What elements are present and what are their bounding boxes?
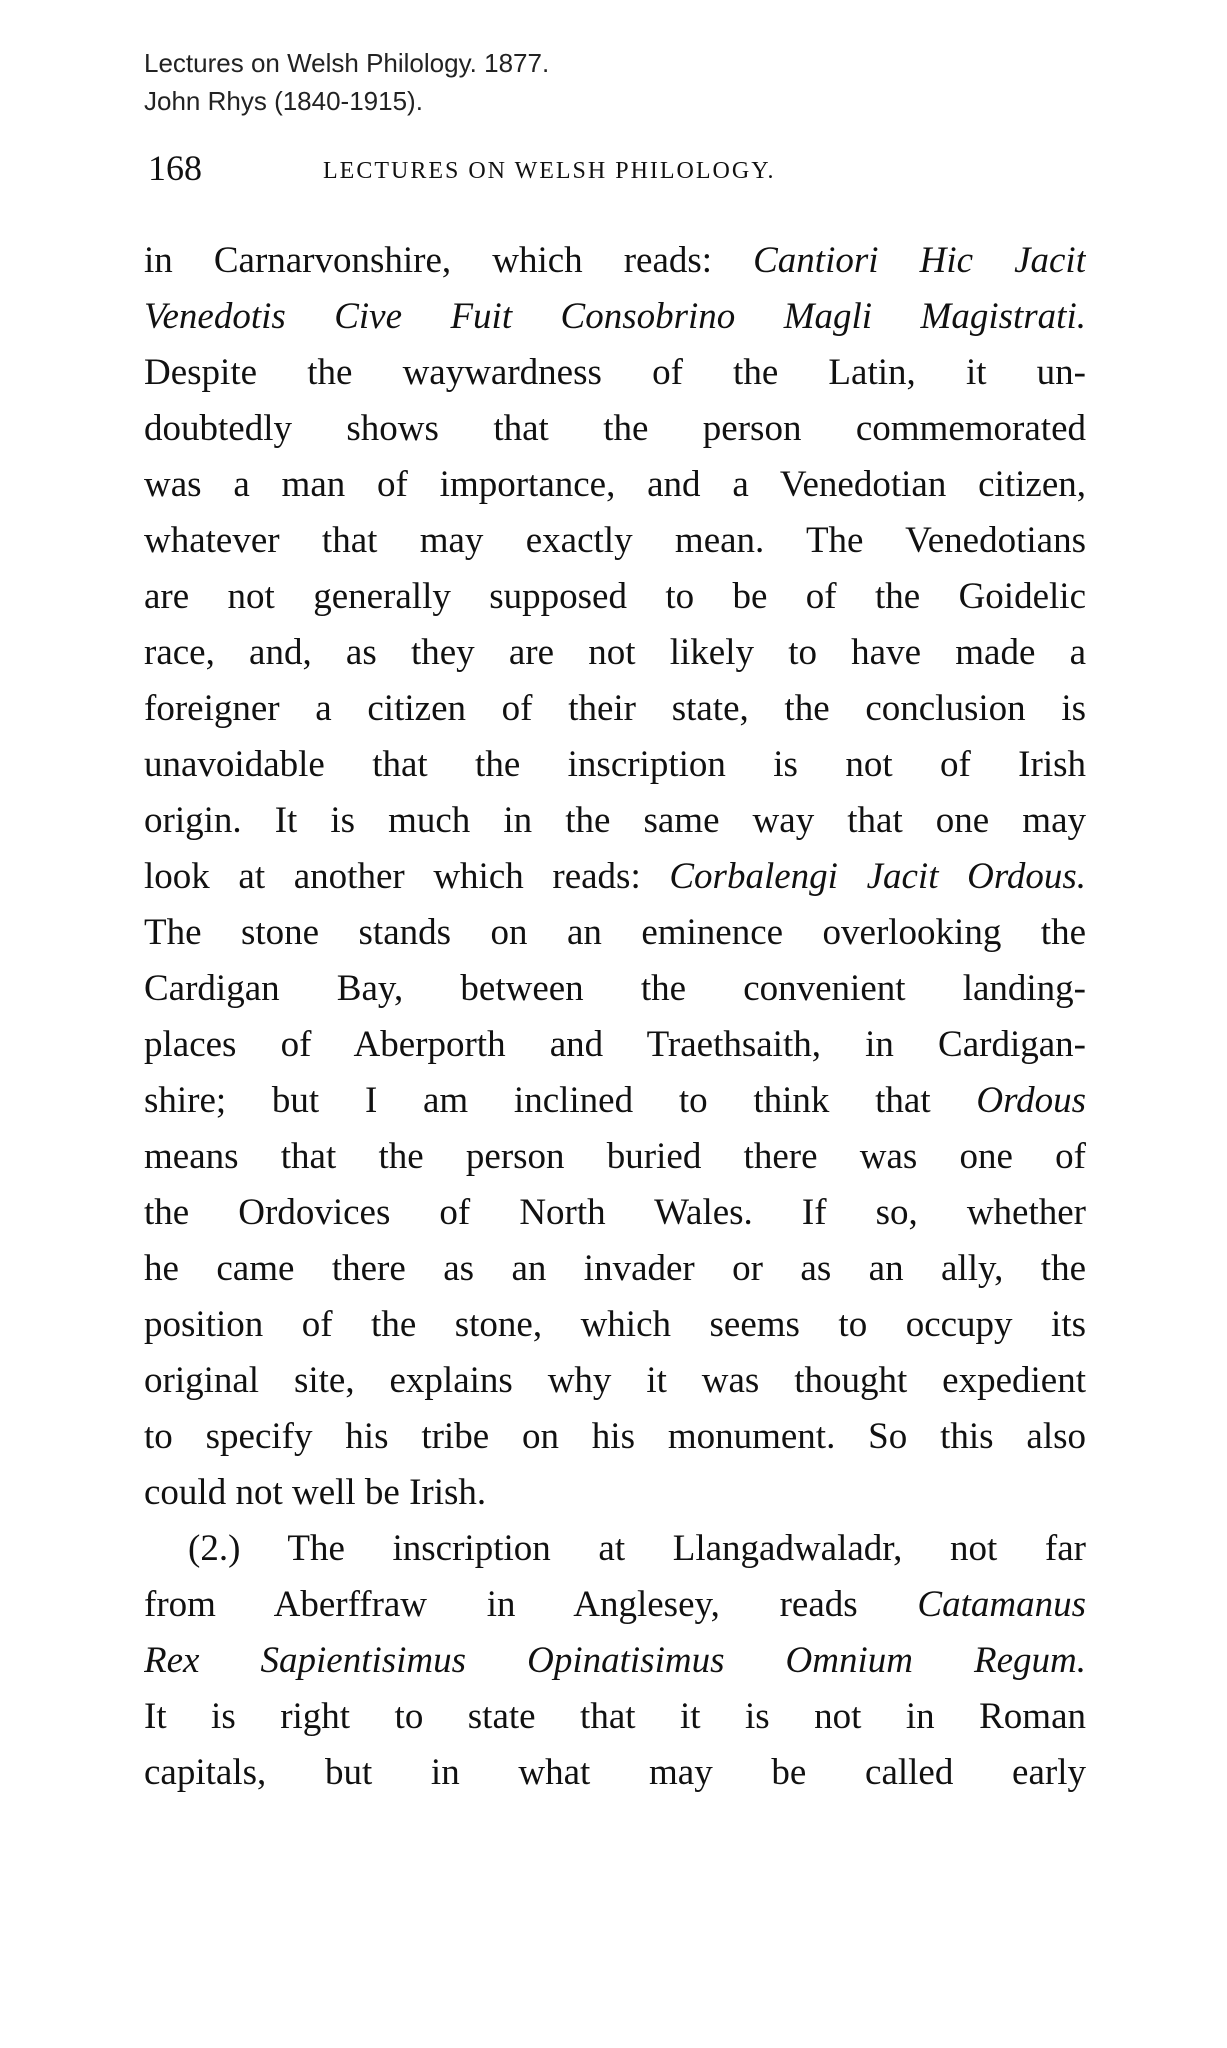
text-segment: means that the person buried there was one of xyxy=(144,1136,1086,1177)
text-segment: foreigner a citizen of their state, the conclusion is xyxy=(144,688,1086,729)
italic-inscription-text: Corbalengi Jacit Ordous. xyxy=(669,856,1086,897)
author-line: John Rhys (1840-1915). xyxy=(144,86,423,116)
text-segment: Cardigan Bay, between the convenient landing- xyxy=(144,968,1086,1009)
text-segment: unavoidable that the inscription is not of Irish xyxy=(144,744,1086,785)
text-segment: places of Aberporth and Traethsaith, in Cardigan- xyxy=(144,1024,1086,1065)
text-segment: was a man of importance, and a Venedotian citizen, xyxy=(144,464,1086,505)
text-segment: The stone stands on an eminence overlooking the xyxy=(144,912,1086,953)
body-text xyxy=(144,233,1086,1801)
text-segment: he came there as an invader or as an ally, the xyxy=(144,1248,1086,1289)
text-line xyxy=(144,1577,1086,1633)
text-segment: to specify his tribe on his monument. So this also xyxy=(144,1416,1086,1457)
text-segment: shire; but I am inclined to think that xyxy=(144,1080,977,1121)
text-segment: from Aberffraw in Anglesey, reads xyxy=(144,1584,918,1625)
text-segment: could not well be Irish. xyxy=(144,1472,487,1513)
text-segment: position of the stone, which seems to occupy its xyxy=(144,1304,1086,1345)
text-line xyxy=(144,1129,1086,1185)
running-title: LECTURES ON WELSH PHILOLOGY. xyxy=(323,158,776,184)
text-line xyxy=(144,569,1086,625)
text-line xyxy=(144,849,1086,905)
text-line xyxy=(144,961,1086,1017)
text-segment: whatever that may exactly mean. The Venedotians xyxy=(144,520,1086,561)
italic-inscription-text: Cantiori Hic Jacit xyxy=(753,240,1086,281)
text-segment: in Carnarvonshire, which reads: xyxy=(144,240,754,281)
text-line xyxy=(144,1521,1086,1577)
text-segment: It is right to state that it is not in Roman xyxy=(144,1696,1086,1737)
text-segment: are not generally supposed to be of the Goidelic xyxy=(144,576,1086,617)
text-line xyxy=(144,1185,1086,1241)
text-line xyxy=(144,513,1086,569)
text-segment: race, and, as they are not likely to have made a xyxy=(144,632,1086,673)
text-segment: original site, explains why it was thought expedient xyxy=(144,1360,1086,1401)
text-segment: the Ordovices of North Wales. If so, whether xyxy=(144,1192,1086,1233)
text-line xyxy=(144,681,1086,737)
text-line xyxy=(144,625,1086,681)
text-line xyxy=(144,1633,1086,1689)
text-segment: origin. It is much in the same way that one may xyxy=(144,800,1086,841)
text-line xyxy=(144,793,1086,849)
book-title-line: Lectures on Welsh Philology. 1877. xyxy=(144,48,550,78)
text-line xyxy=(144,1017,1086,1073)
italic-inscription-text: Rex Sapientisimus Opinatisimus Omnium Regum. xyxy=(144,1640,1086,1681)
text-line xyxy=(144,1689,1086,1745)
text-line xyxy=(144,289,1086,345)
italic-inscription-text: Catamanus xyxy=(917,1584,1086,1625)
text-segment: look at another which reads: xyxy=(144,856,670,897)
page-number: 168 xyxy=(148,148,202,188)
text-line xyxy=(144,1353,1086,1409)
book-metadata xyxy=(144,44,549,120)
text-line xyxy=(144,737,1086,793)
text-line xyxy=(144,1297,1086,1353)
text-line xyxy=(144,1073,1086,1129)
text-line xyxy=(144,345,1086,401)
text-segment: (2.) The inscription at Llangadwaladr, not far xyxy=(188,1528,1086,1569)
text-line xyxy=(144,905,1086,961)
text-line xyxy=(144,401,1086,457)
text-line xyxy=(144,1465,1086,1521)
italic-inscription-text: Venedotis Cive Fuit Consobrino Magli Magistrati. xyxy=(144,296,1086,337)
italic-inscription-text: Ordous xyxy=(976,1080,1086,1121)
text-line xyxy=(144,233,1086,289)
text-segment: Despite the waywardness of the Latin, it un- xyxy=(144,352,1086,393)
text-segment: doubtedly shows that the person commemorated xyxy=(144,408,1086,449)
text-segment: capitals, but in what may be called early xyxy=(144,1752,1086,1793)
text-line xyxy=(144,1241,1086,1297)
text-line xyxy=(144,457,1086,513)
text-line xyxy=(144,1409,1086,1465)
text-line xyxy=(144,1745,1086,1801)
